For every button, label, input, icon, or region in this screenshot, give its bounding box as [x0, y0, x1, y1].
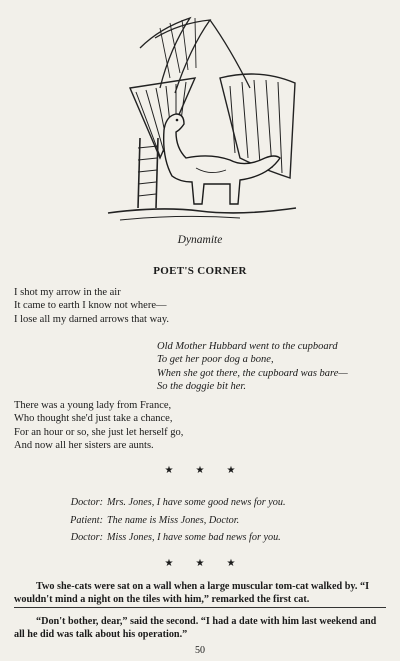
section-heading: POET'S CORNER: [153, 265, 247, 277]
dinosaur-illustration: [100, 8, 300, 226]
poem-line: I lose all my darned arrows that way.: [14, 313, 170, 325]
dialogue-row: [58, 529, 286, 547]
poem-line: I shot my arrow in the air: [14, 287, 121, 298]
poem-line: And now all her sisters are aunts.: [14, 440, 154, 452]
underline-rule: [14, 607, 386, 608]
poem-stanza-1: [14, 286, 169, 326]
dialogue-line: The name is Miss Jones, Doctor.: [107, 514, 240, 526]
poem-line: Who thought she'd just take a chance,: [14, 413, 173, 425]
page-number: 50: [195, 645, 205, 656]
dialogue-line: Mrs. Jones, I have some good news for you.: [107, 497, 286, 508]
poem-stanza-2: [157, 340, 348, 394]
poem-line: Old Mother Hubbard went to the cupboard: [157, 341, 338, 352]
speaker-label: Doctor:: [70, 497, 103, 508]
doctor-patient-dialogue: [58, 494, 286, 547]
dialogue-row: [58, 494, 286, 512]
poem-line: It came to earth I know not where—: [14, 300, 167, 312]
poem-line: There was a young lady from France,: [14, 400, 172, 411]
dialogue-row: [58, 512, 286, 530]
illustration-caption: Dynamite: [177, 234, 223, 246]
section-divider-stars: ★★★: [164, 558, 258, 569]
section-divider-stars: ★★★: [164, 465, 258, 476]
joke-paragraph: Two she-cats were sat on a wall when a large muscular tom-cat walked by. “I wouldn't mind a night on the tiles with him,” remarked the first cat.: [14, 581, 370, 605]
poem-line: So the doggie bit her.: [157, 381, 246, 393]
poem-line: For an hour or so, she just let herself go,: [14, 426, 184, 438]
poem-line: When she got there, the cupboard was bare—: [157, 367, 348, 379]
poem-stanza-3: [14, 399, 183, 453]
speaker-label: Doctor:: [70, 532, 103, 543]
speaker-label: Patient:: [70, 514, 103, 526]
dialogue-line: Miss Jones, I have some bad news for you.: [107, 532, 281, 543]
poem-line: To get her poor dog a bone,: [157, 354, 274, 366]
joke-paragraph: “Don't bother, dear,” said the second. “I had a date with him last weekend and all he did was talk about his operation.”: [14, 616, 377, 640]
